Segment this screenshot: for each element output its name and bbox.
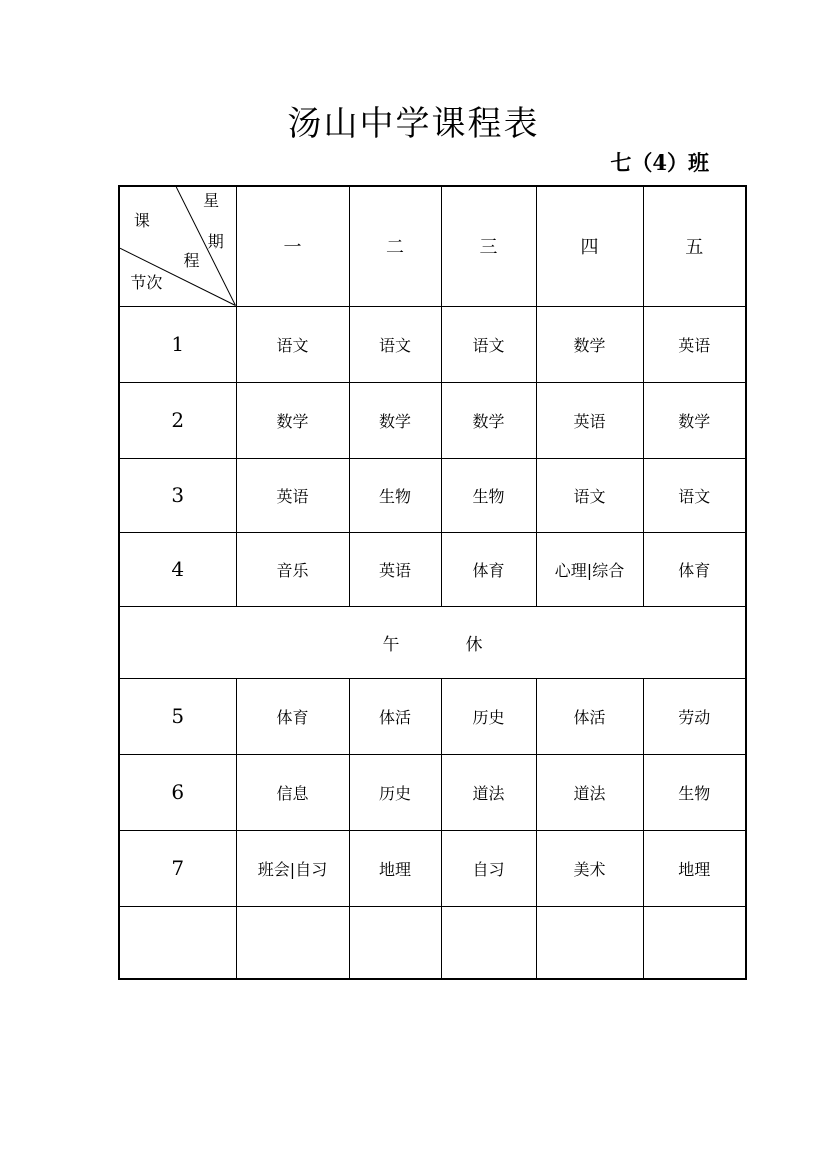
course-cell: 道法 <box>441 754 536 830</box>
day-header-thu: 四 <box>536 186 643 306</box>
course-cell: 自习 <box>441 830 536 906</box>
header-row <box>119 186 746 306</box>
day-header-fri: 五 <box>643 186 746 306</box>
course-cell: 美术 <box>536 830 643 906</box>
course-cell <box>643 906 746 979</box>
course-cell: 地理 <box>349 830 441 906</box>
course-cell: 道法 <box>536 754 643 830</box>
course-cell: 体育 <box>643 532 746 606</box>
course-cell: 语文 <box>349 306 441 382</box>
course-cell: 语文 <box>441 306 536 382</box>
course-cell: 心理|综合 <box>536 532 643 606</box>
day-header-tue: 二 <box>349 186 441 306</box>
course-cell: 历史 <box>441 678 536 754</box>
timetable <box>118 185 747 980</box>
course-cell: 体活 <box>536 678 643 754</box>
course-cell: 英语 <box>236 458 349 532</box>
noon-break-row <box>119 606 746 678</box>
corner-week-char-1: 星 <box>203 190 220 210</box>
table-row <box>119 458 746 532</box>
day-header-mon: 一 <box>236 186 349 306</box>
period-number: 1 <box>119 306 236 382</box>
table-row <box>119 306 746 382</box>
corner-course-char-1: 课 <box>133 211 150 231</box>
course-cell: 语文 <box>643 458 746 532</box>
course-cell: 数学 <box>441 382 536 458</box>
course-cell <box>441 906 536 979</box>
course-cell: 生物 <box>349 458 441 532</box>
course-cell: 地理 <box>643 830 746 906</box>
course-cell: 劳动 <box>643 678 746 754</box>
course-cell: 体活 <box>349 678 441 754</box>
noon-break-cell <box>119 606 746 678</box>
class-label: 七（4）班 <box>610 150 709 175</box>
course-cell: 体育 <box>441 532 536 606</box>
course-cell: 生物 <box>441 458 536 532</box>
period-number <box>119 906 236 979</box>
table-row <box>119 754 746 830</box>
page-title: 汤山中学课程表 <box>287 104 540 144</box>
course-cell: 音乐 <box>236 532 349 606</box>
period-number: 2 <box>119 382 236 458</box>
course-cell: 体育 <box>236 678 349 754</box>
course-cell: 英语 <box>643 306 746 382</box>
course-cell <box>349 906 441 979</box>
table-row <box>119 678 746 754</box>
table-row <box>119 532 746 606</box>
period-number: 7 <box>119 830 236 906</box>
course-cell: 数学 <box>349 382 441 458</box>
period-number: 4 <box>119 532 236 606</box>
noon-break-label: 午休 <box>382 634 549 655</box>
course-cell: 语文 <box>536 458 643 532</box>
course-cell: 历史 <box>349 754 441 830</box>
course-cell: 数学 <box>236 382 349 458</box>
course-cell: 信息 <box>236 754 349 830</box>
course-cell: 语文 <box>236 306 349 382</box>
course-cell: 英语 <box>349 532 441 606</box>
table-row-empty <box>119 906 746 979</box>
period-number: 6 <box>119 754 236 830</box>
day-header-wed: 三 <box>441 186 536 306</box>
period-number: 5 <box>119 678 236 754</box>
course-cell: 班会|自习 <box>236 830 349 906</box>
course-cell <box>536 906 643 979</box>
corner-week-char-2: 期 <box>207 232 224 252</box>
table-row <box>119 830 746 906</box>
corner-course-char-2: 程 <box>183 251 200 271</box>
corner-cell <box>119 186 236 306</box>
course-cell: 英语 <box>536 382 643 458</box>
table-row <box>119 382 746 458</box>
course-cell <box>236 906 349 979</box>
course-cell: 数学 <box>536 306 643 382</box>
corner-period-label: 节次 <box>130 272 163 292</box>
course-cell: 数学 <box>643 382 746 458</box>
course-cell: 生物 <box>643 754 746 830</box>
period-number: 3 <box>119 458 236 532</box>
